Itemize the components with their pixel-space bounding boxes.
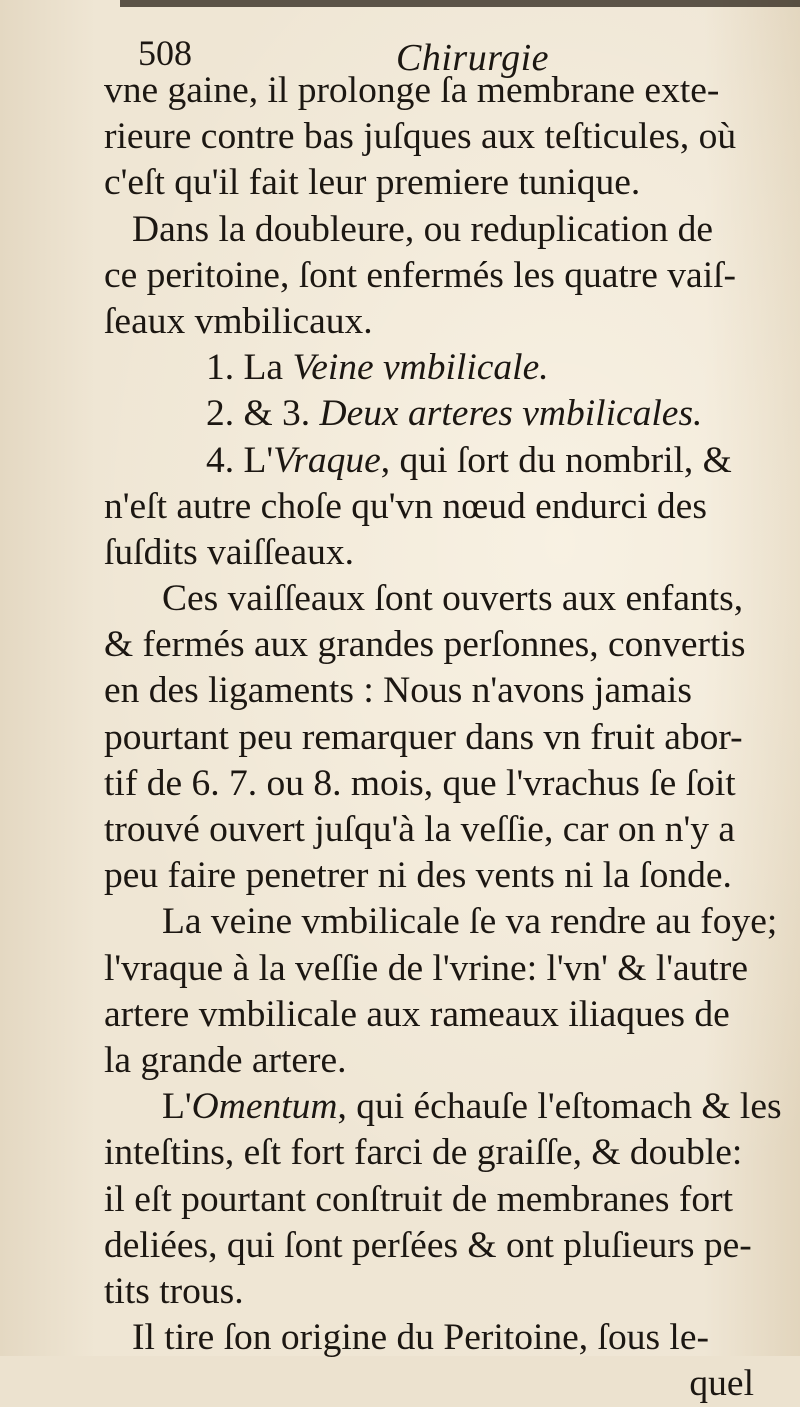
page-number: 508 — [138, 33, 192, 73]
omentum-term: Omentum — [191, 1086, 338, 1128]
arteres-vmbilicales-term: Deux arteres vmbilicales. — [319, 393, 703, 435]
veine-vmbilicale-term: Veine vmbilicale. — [292, 347, 549, 389]
text-line: trouvé ouvert juſqu'à la veſſie, car on n'y a — [104, 809, 735, 850]
text-line: n'eſt autre choſe qu'vn nœud endurci des — [104, 485, 707, 527]
list-item-4: 4. L'Vraque, qui ſort du nombril, & — [206, 439, 732, 481]
omentum-paragraph-start: L'Omentum, qui échauſe l'eſtomach & les — [162, 1086, 782, 1128]
text-line: inteſtins, eſt fort farci de graiſſe, & double: — [104, 1132, 743, 1174]
text-line: l'vraque à la veſſie de l'vrine: l'vn' & l'autre — [104, 947, 748, 989]
text-line: tits trous. — [104, 1270, 244, 1312]
text-line: & fermés aux grandes perſonnes, convertis — [104, 624, 746, 666]
text-line: tif de 6. 7. ou 8. mois, que l'vrachus ſe ſoit — [104, 762, 736, 804]
list-item-1: 1. La Veine vmbilicale. — [206, 347, 549, 389]
text-line: ce peritoine, ſont enfermés les quatre vaiſ- — [104, 254, 737, 296]
text-line: pourtant peu remarquer dans vn fruit abor- — [104, 716, 743, 758]
text-line: il eſt pourtant conſtruit de membranes fort — [104, 1178, 733, 1220]
text-line: ſuſdits vaiſſeaux. — [104, 531, 354, 573]
text-line: la grande artere. — [104, 1039, 347, 1081]
text-line: vne gaine, il prolonge ſa membrane exte- — [104, 70, 720, 111]
text-line: ſeaux vmbilicaux. — [104, 300, 373, 342]
catchword: quel — [689, 1363, 754, 1405]
text-line: deliées, qui ſont perſées & ont pluſieurs pe- — [104, 1224, 752, 1266]
body-text — [104, 68, 794, 1407]
page-top-edge — [120, 0, 800, 7]
list-item-2-3: 2. & 3. Deux arteres vmbilicales. — [206, 393, 703, 435]
text-line: peu faire penetrer ni des vents ni la ſonde. — [104, 855, 732, 897]
text-line: Dans la doubleure, ou reduplication de — [132, 208, 714, 250]
text-line: artere vmbilicale aux rameaux iliaques de — [104, 993, 730, 1035]
text-line: Ces vaiſſeaux ſont ouverts aux enfants, — [162, 578, 744, 620]
text-line: Il tire ſon origine du Peritoine, ſous le- — [132, 1317, 709, 1359]
vraque-term: Vraque — [273, 439, 381, 481]
text-line: en des ligaments : Nous n'avons jamais — [104, 670, 692, 712]
text-line: c'eſt qu'il fait leur premiere tunique. — [104, 162, 641, 204]
running-title: Chirurgie — [396, 37, 549, 79]
text-line: La veine vmbilicale ſe va rendre au foye; — [162, 901, 778, 943]
text-line: rieure contre bas juſques aux teſticules, où — [104, 116, 737, 158]
